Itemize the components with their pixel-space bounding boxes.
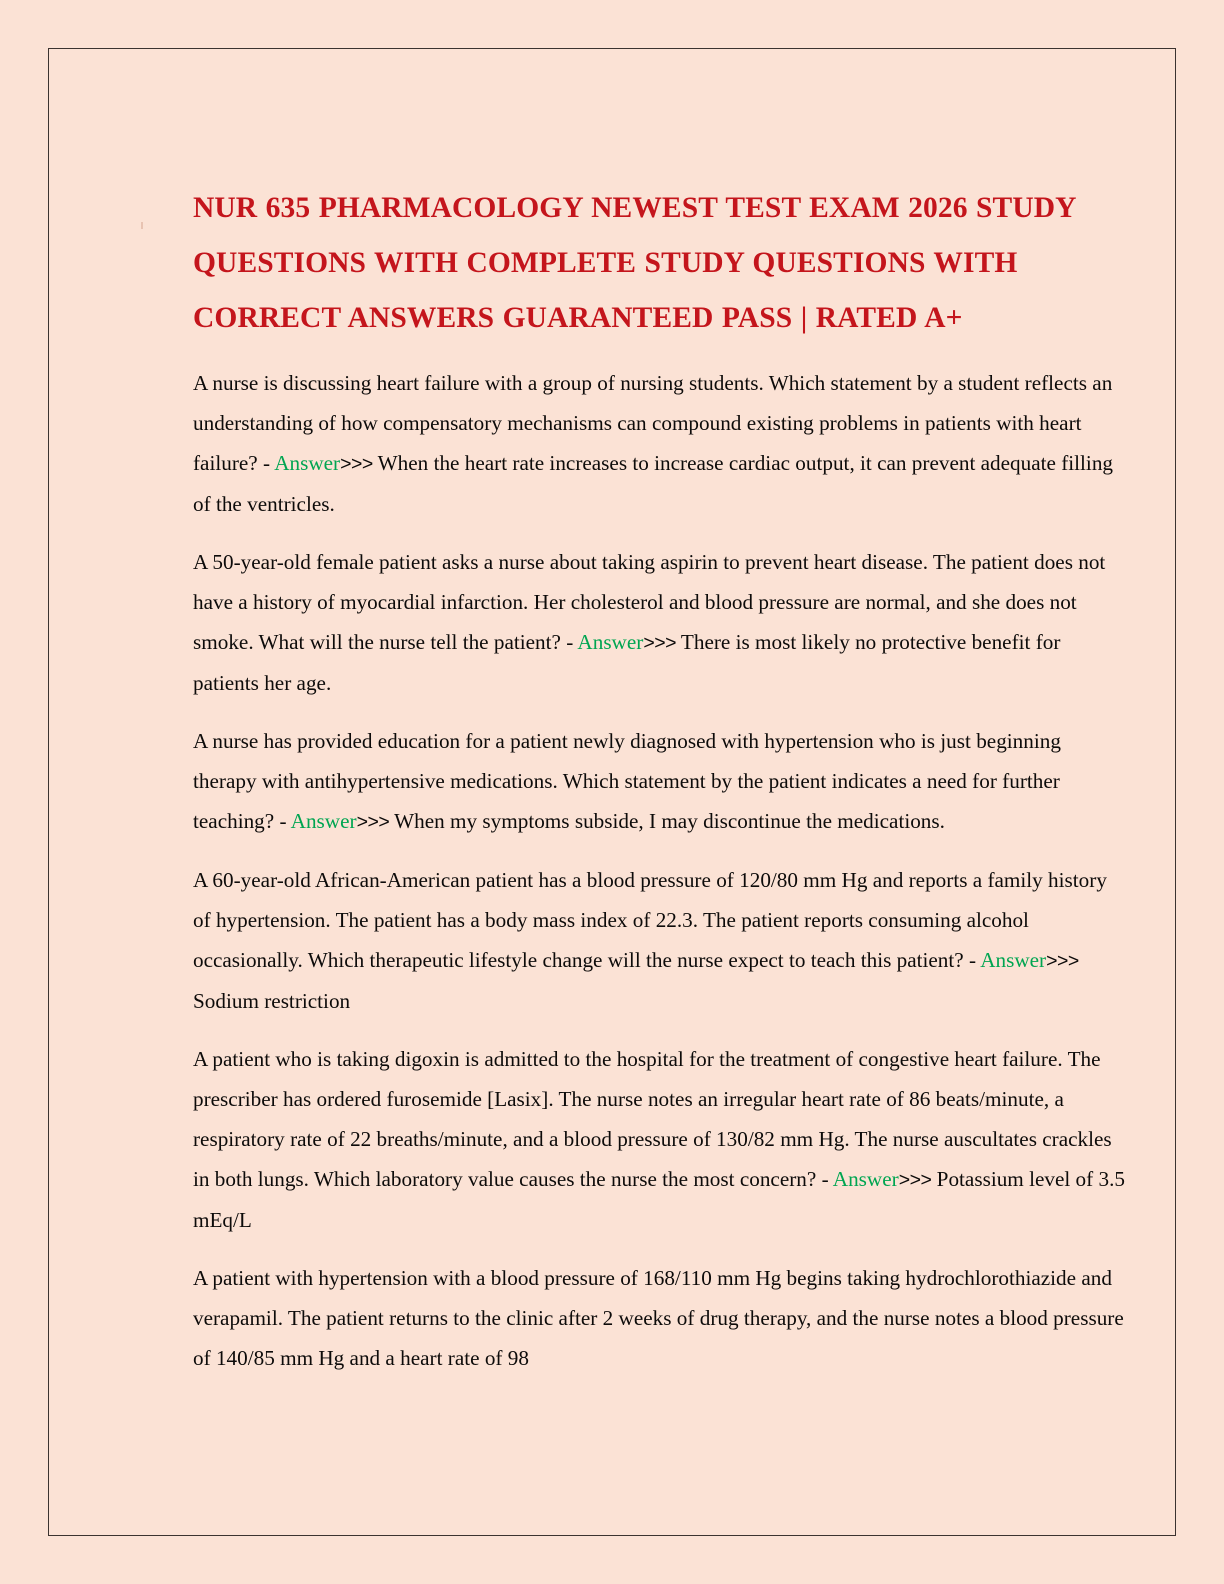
qa-paragraph [193, 363, 1125, 524]
question-text: A nurse is discussing heart failure with a group of nursing students. Which statement by a student reflects an understanding of how compensatory mechanisms can compound existing problems in patients with heart failure? [193, 371, 1113, 475]
page-title: NUR 635 PHARMACOLOGY NEWEST TEST EXAM 2026 STUDY QUESTIONS WITH COMPLETE STUDY QUESTIONS WITH CORRECT ANSWERS GUARANTEED PASS | RATED A+ [193, 192, 1076, 334]
qa-paragraph [193, 860, 1125, 1021]
qa-separator: - [963, 948, 981, 972]
answer-label: Answer [274, 451, 341, 475]
answer-text: When the heart rate increases to increase cardiac output, it can prevent adequate filling of the ventricles. [193, 451, 1114, 516]
answer-arrows-icon: >>> [356, 811, 390, 833]
answer-label: Answer [980, 948, 1047, 972]
qa-separator: - [560, 630, 578, 654]
answer-text: Potassium level of 3.5 mEq/L [193, 1167, 1125, 1232]
answer-label: Answer [832, 1167, 899, 1191]
question-text: A patient with hypertension with a blood pressure of 168/110 mm Hg begins taking hydrochlorothiazide and verapamil. The patient returns to the clinic after 2 weeks of drug therapy, and the nurse notes a blood pressure of 140/85 mm Hg and a heart rate of 98 [193, 1266, 1124, 1370]
qa-paragraph [193, 1258, 1125, 1378]
answer-arrows-icon: >>> [1046, 950, 1079, 972]
qa-separator: - [816, 1167, 833, 1191]
qa-paragraph [193, 542, 1125, 703]
answer-text: Sodium restriction [193, 989, 351, 1013]
answer-label: Answer [577, 630, 644, 654]
qa-paragraph [193, 721, 1125, 842]
question-text: A patient who is taking digoxin is admitted to the hospital for the treatment of congestive heart failure. The prescriber has ordered furosemide [Lasix]. The nurse notes an irregular heart rate of 86 beats/minute, a respiratory rate of 22 breaths/minute, and a blood pressure of 130/82 mm Hg. The nurse auscultates crackles in both lungs. Which laboratory value causes the nurse the most concern? [193, 1047, 1112, 1191]
question-text: A nurse has provided education for a patient newly diagnosed with hypertension who is just beginning therapy with antihypertensive medications. Which statement by the patient indicates a need for further teaching? [193, 729, 1061, 833]
answer-arrows-icon: >>> [340, 453, 373, 475]
answer-text: There is most likely no protective benefit for patients her age. [193, 630, 1061, 695]
question-text: A 50-year-old female patient asks a nurse about taking aspirin to prevent heart disease. The patient does not have a history of myocardial infarction. Her cholesterol and blood pressure are normal, and she does not smoke. What will the nurse tell the patient? [193, 550, 1106, 654]
document-content [193, 181, 1125, 1396]
scan-artifact-mark [141, 222, 143, 229]
page-border-frame [48, 48, 1176, 1536]
question-answer-list [193, 363, 1125, 1378]
answer-label: Answer [290, 809, 357, 833]
qa-separator: - [257, 451, 275, 475]
question-text: A 60-year-old African-American patient has a blood pressure of 120/80 mm Hg and reports a family history of hypertension. The patient has a body mass index of 22.3. The patient reports consuming alcohol occasionally. Which therapeutic lifestyle change will the nurse expect to teach this patient? [193, 868, 1107, 972]
qa-separator: - [274, 809, 291, 833]
qa-paragraph [193, 1039, 1125, 1240]
answer-text: When my symptoms subside, I may discontinue the medications. [389, 809, 945, 833]
answer-arrows-icon: >>> [898, 1169, 932, 1191]
answer-arrows-icon: >>> [643, 632, 676, 654]
